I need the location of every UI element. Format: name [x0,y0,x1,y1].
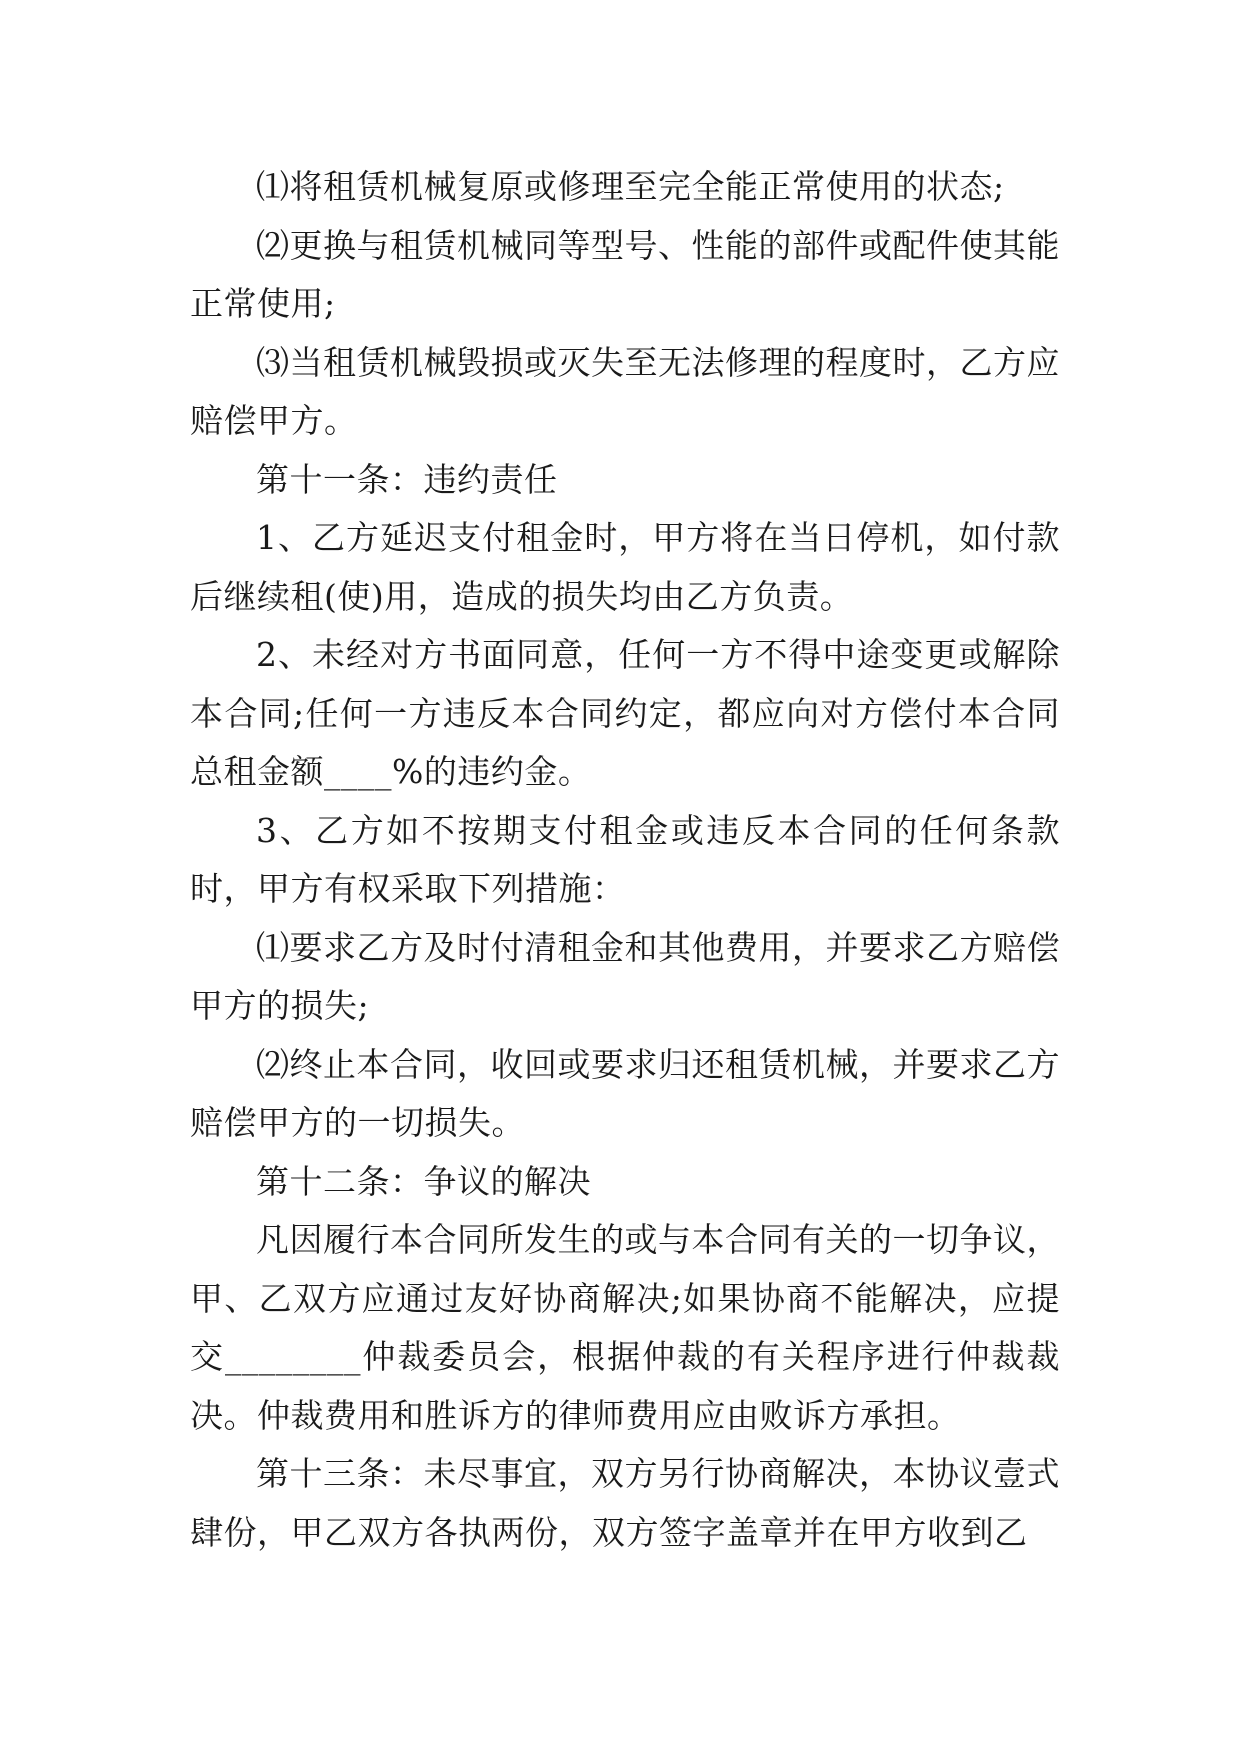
paragraph-measure-terminate: ⑵终止本合同，收回或要求归还租赁机械，并要求乙方赔偿甲方的一切损失。 [190,1044,1060,1142]
paragraph-late-payment: 1、乙方延迟支付租金时，甲方将在当日停机，如付款后继续租(使)用，造成的损失均由乙方负责。 [190,518,1060,616]
document-body [190,158,1060,1562]
paragraph-dispute: 凡因履行本合同所发生的或与本合同有关的一切争议，甲、乙双方应通过友好协商解决;如果协商不能解决，应提交________仲裁委员会，根据仲裁的有关程序进行仲裁裁决。仲裁费用和胜诉方的律师费用应由败诉方承担。 [190,1220,1060,1435]
paragraph-clause-restore: ⑴将租赁机械复原或修理至完全能正常使用的状态; [256,167,1005,206]
heading-article-11: 第十一条：违约责任 [256,459,558,499]
paragraph-article-13: 第十三条：未尽事宜，双方另行协商解决，本协议壹式肆份，甲乙双方各执两份，双方签字盖章并在甲方收到乙 [190,1454,1060,1552]
paragraph-clause-replace: ⑵更换与租赁机械同等型号、性能的部件或配件使其能正常使用; [190,225,1060,323]
paragraph-measure-pay: ⑴要求乙方及时付清租金和其他费用，并要求乙方赔偿甲方的损失; [190,927,1060,1025]
paragraph-measures: 3、乙方如不按期支付租金或违反本合同的任何条款时，甲方有权采取下列措施： [190,810,1060,908]
paragraph-no-change: 2、未经对方书面同意，任何一方不得中途变更或解除本合同;任何一方违反本合同约定，都应向对方偿付本合同总租金额____%的违约金。 [190,635,1060,791]
paragraph-clause-compensate: ⑶当租赁机械毁损或灭失至无法修理的程度时，乙方应赔偿甲方。 [190,342,1060,440]
heading-article-12: 第十二条：争议的解决 [256,1161,591,1201]
